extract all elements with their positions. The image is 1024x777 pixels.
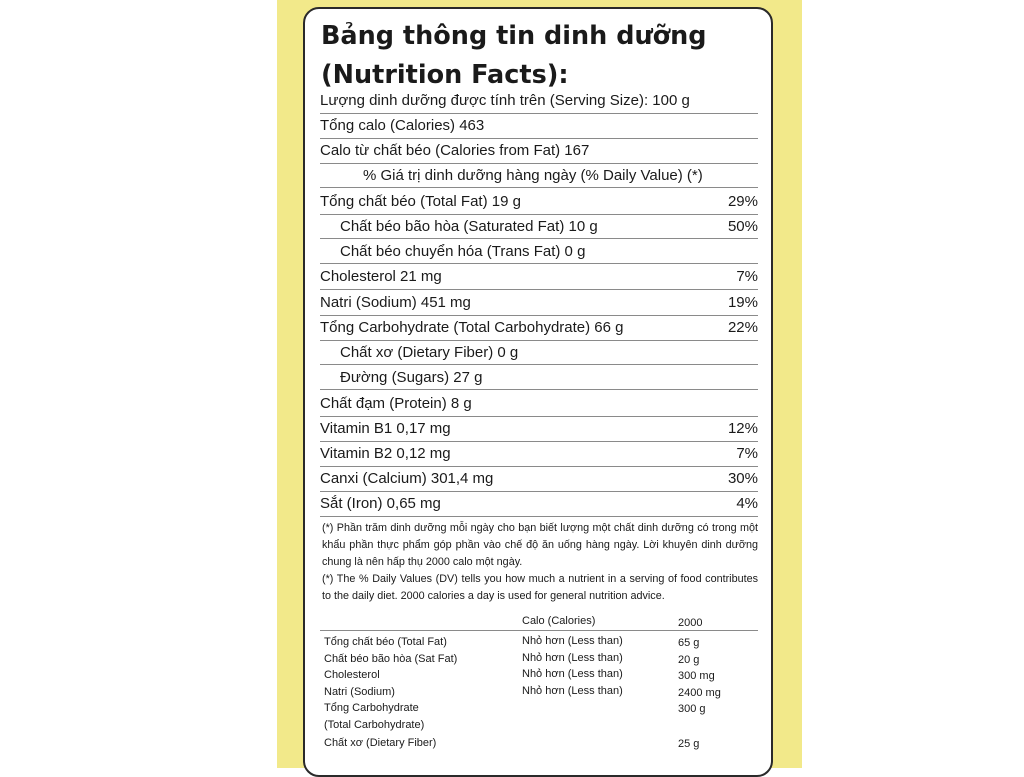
nutrient-row-sodium	[320, 290, 758, 316]
ref-nutrient: Cholesterol	[324, 669, 380, 681]
nutrient-dv: 30%	[727, 470, 758, 487]
nutrient-label: Đường (Sugars) 27 g	[340, 369, 483, 386]
daily-value-header: % Giá trị dinh dưỡng hàng ngày (% Daily Value) (*)	[320, 163, 758, 188]
ref-value: 20 g	[678, 654, 700, 666]
nutrient-label: Chất béo chuyển hóa (Trans Fat) 0 g	[340, 243, 586, 260]
ref-nutrient: (Total Carbohydrate)	[324, 719, 425, 731]
nutrient-label: Natri (Sodium) 451 mg	[320, 294, 471, 311]
nutrient-label: Vitamin B2 0,12 mg	[320, 445, 451, 462]
ref-value: 300 g	[678, 703, 706, 715]
ref-limit: Nhỏ hơn (Less than)	[522, 685, 623, 697]
ref-limit: Nhỏ hơn (Less than)	[522, 652, 623, 664]
nutrient-label: Cholesterol 21 mg	[320, 268, 442, 285]
nutrient-row-total-fat	[320, 189, 758, 215]
nutrient-label: Sắt (Iron) 0,65 mg	[320, 495, 441, 512]
ref-limit: Nhỏ hơn (Less than)	[522, 635, 623, 647]
nutrient-row-total-carbohydrate	[320, 315, 758, 341]
ref-value: 2400 mg	[678, 687, 721, 699]
nutrient-row-trans-fat	[320, 239, 758, 264]
nutrient-row-calcium	[320, 466, 758, 492]
nutrient-row-vitamin-b1	[320, 416, 758, 442]
nutrient-label: Chất đạm (Protein) 8 g	[320, 395, 472, 412]
serving-size-row: Lượng dinh dưỡng được tính trên (Serving Size): 100 g	[320, 88, 758, 114]
ref-nutrient: Chất xơ (Dietary Fiber)	[324, 737, 437, 749]
nutrient-row-saturated-fat	[320, 214, 758, 239]
footnote-english: (*) The % Daily Values (DV) tells you how much a nutrient in a serving of food contributes to the daily diet. 2000 calories a day is used for general nutrition advice.	[322, 573, 758, 602]
nutrient-label: Canxi (Calcium) 301,4 mg	[320, 470, 494, 487]
ref-header-calories-value: 2000	[678, 617, 703, 629]
nutrient-label: Chất xơ (Dietary Fiber) 0 g	[340, 344, 519, 361]
nutrient-dv: 19%	[727, 294, 758, 311]
title-line-vi: Bảng thông tin dinh dưỡng	[321, 21, 707, 51]
nutrient-dv: 50%	[727, 218, 758, 235]
nutrient-dv: 7%	[736, 445, 758, 462]
title-line-en: (Nutrition Facts):	[321, 60, 569, 90]
ref-limit: Nhỏ hơn (Less than)	[522, 668, 623, 680]
nutrition-facts-panel	[303, 7, 773, 777]
nutrient-dv: 29%	[727, 193, 758, 210]
nutrient-dv: 4%	[736, 495, 758, 512]
ref-nutrient: Chất béo bão hòa (Sat Fat)	[324, 653, 458, 665]
nutrient-label: Tổng chất béo (Total Fat) 19 g	[320, 193, 521, 210]
nutrient-dv: 7%	[736, 268, 758, 285]
nutrient-row-dietary-fiber	[320, 340, 758, 365]
nutrient-row-iron	[320, 491, 758, 517]
ref-nutrient: Natri (Sodium)	[324, 686, 395, 698]
nutrient-row-protein	[320, 391, 758, 417]
ref-table-divider	[320, 630, 758, 631]
ref-header-calories-label: Calo (Calories)	[522, 615, 596, 627]
nutrient-label: Vitamin B1 0,17 mg	[320, 420, 451, 437]
ref-value: 65 g	[678, 637, 700, 649]
nutrient-label: Chất béo bão hòa (Saturated Fat) 10 g	[340, 218, 598, 235]
nutrient-label: Tổng Carbohydrate (Total Carbohydrate) 66 g	[320, 319, 624, 336]
footnote-vietnamese: (*) Phần trăm dinh dưỡng mỗi ngày cho bạn biết lượng một chất dinh dưỡng có trong một khẩu phần thực phẩm góp phần vào chế độ ăn uống hàng ngày. Lời khuyên dinh dưỡng chung là nên hấp thụ 2000 calo một ngày.	[322, 522, 758, 568]
ref-nutrient: Tổng Carbohydrate	[324, 702, 419, 714]
nutrient-row-sugars	[320, 365, 758, 390]
nutrient-row-vitamin-b2	[320, 441, 758, 467]
nutrient-dv: 22%	[727, 319, 758, 336]
calories-row: Tổng calo (Calories) 463	[320, 113, 758, 139]
nutrient-dv: 12%	[727, 420, 758, 437]
ref-value: 25 g	[678, 738, 700, 750]
ref-nutrient: Tổng chất béo (Total Fat)	[324, 636, 447, 648]
ref-value: 300 mg	[678, 670, 715, 682]
panel-title	[321, 17, 707, 95]
calories-from-fat-row: Calo từ chất béo (Calories from Fat) 167	[320, 138, 758, 164]
nutrient-row-cholesterol	[320, 264, 758, 290]
